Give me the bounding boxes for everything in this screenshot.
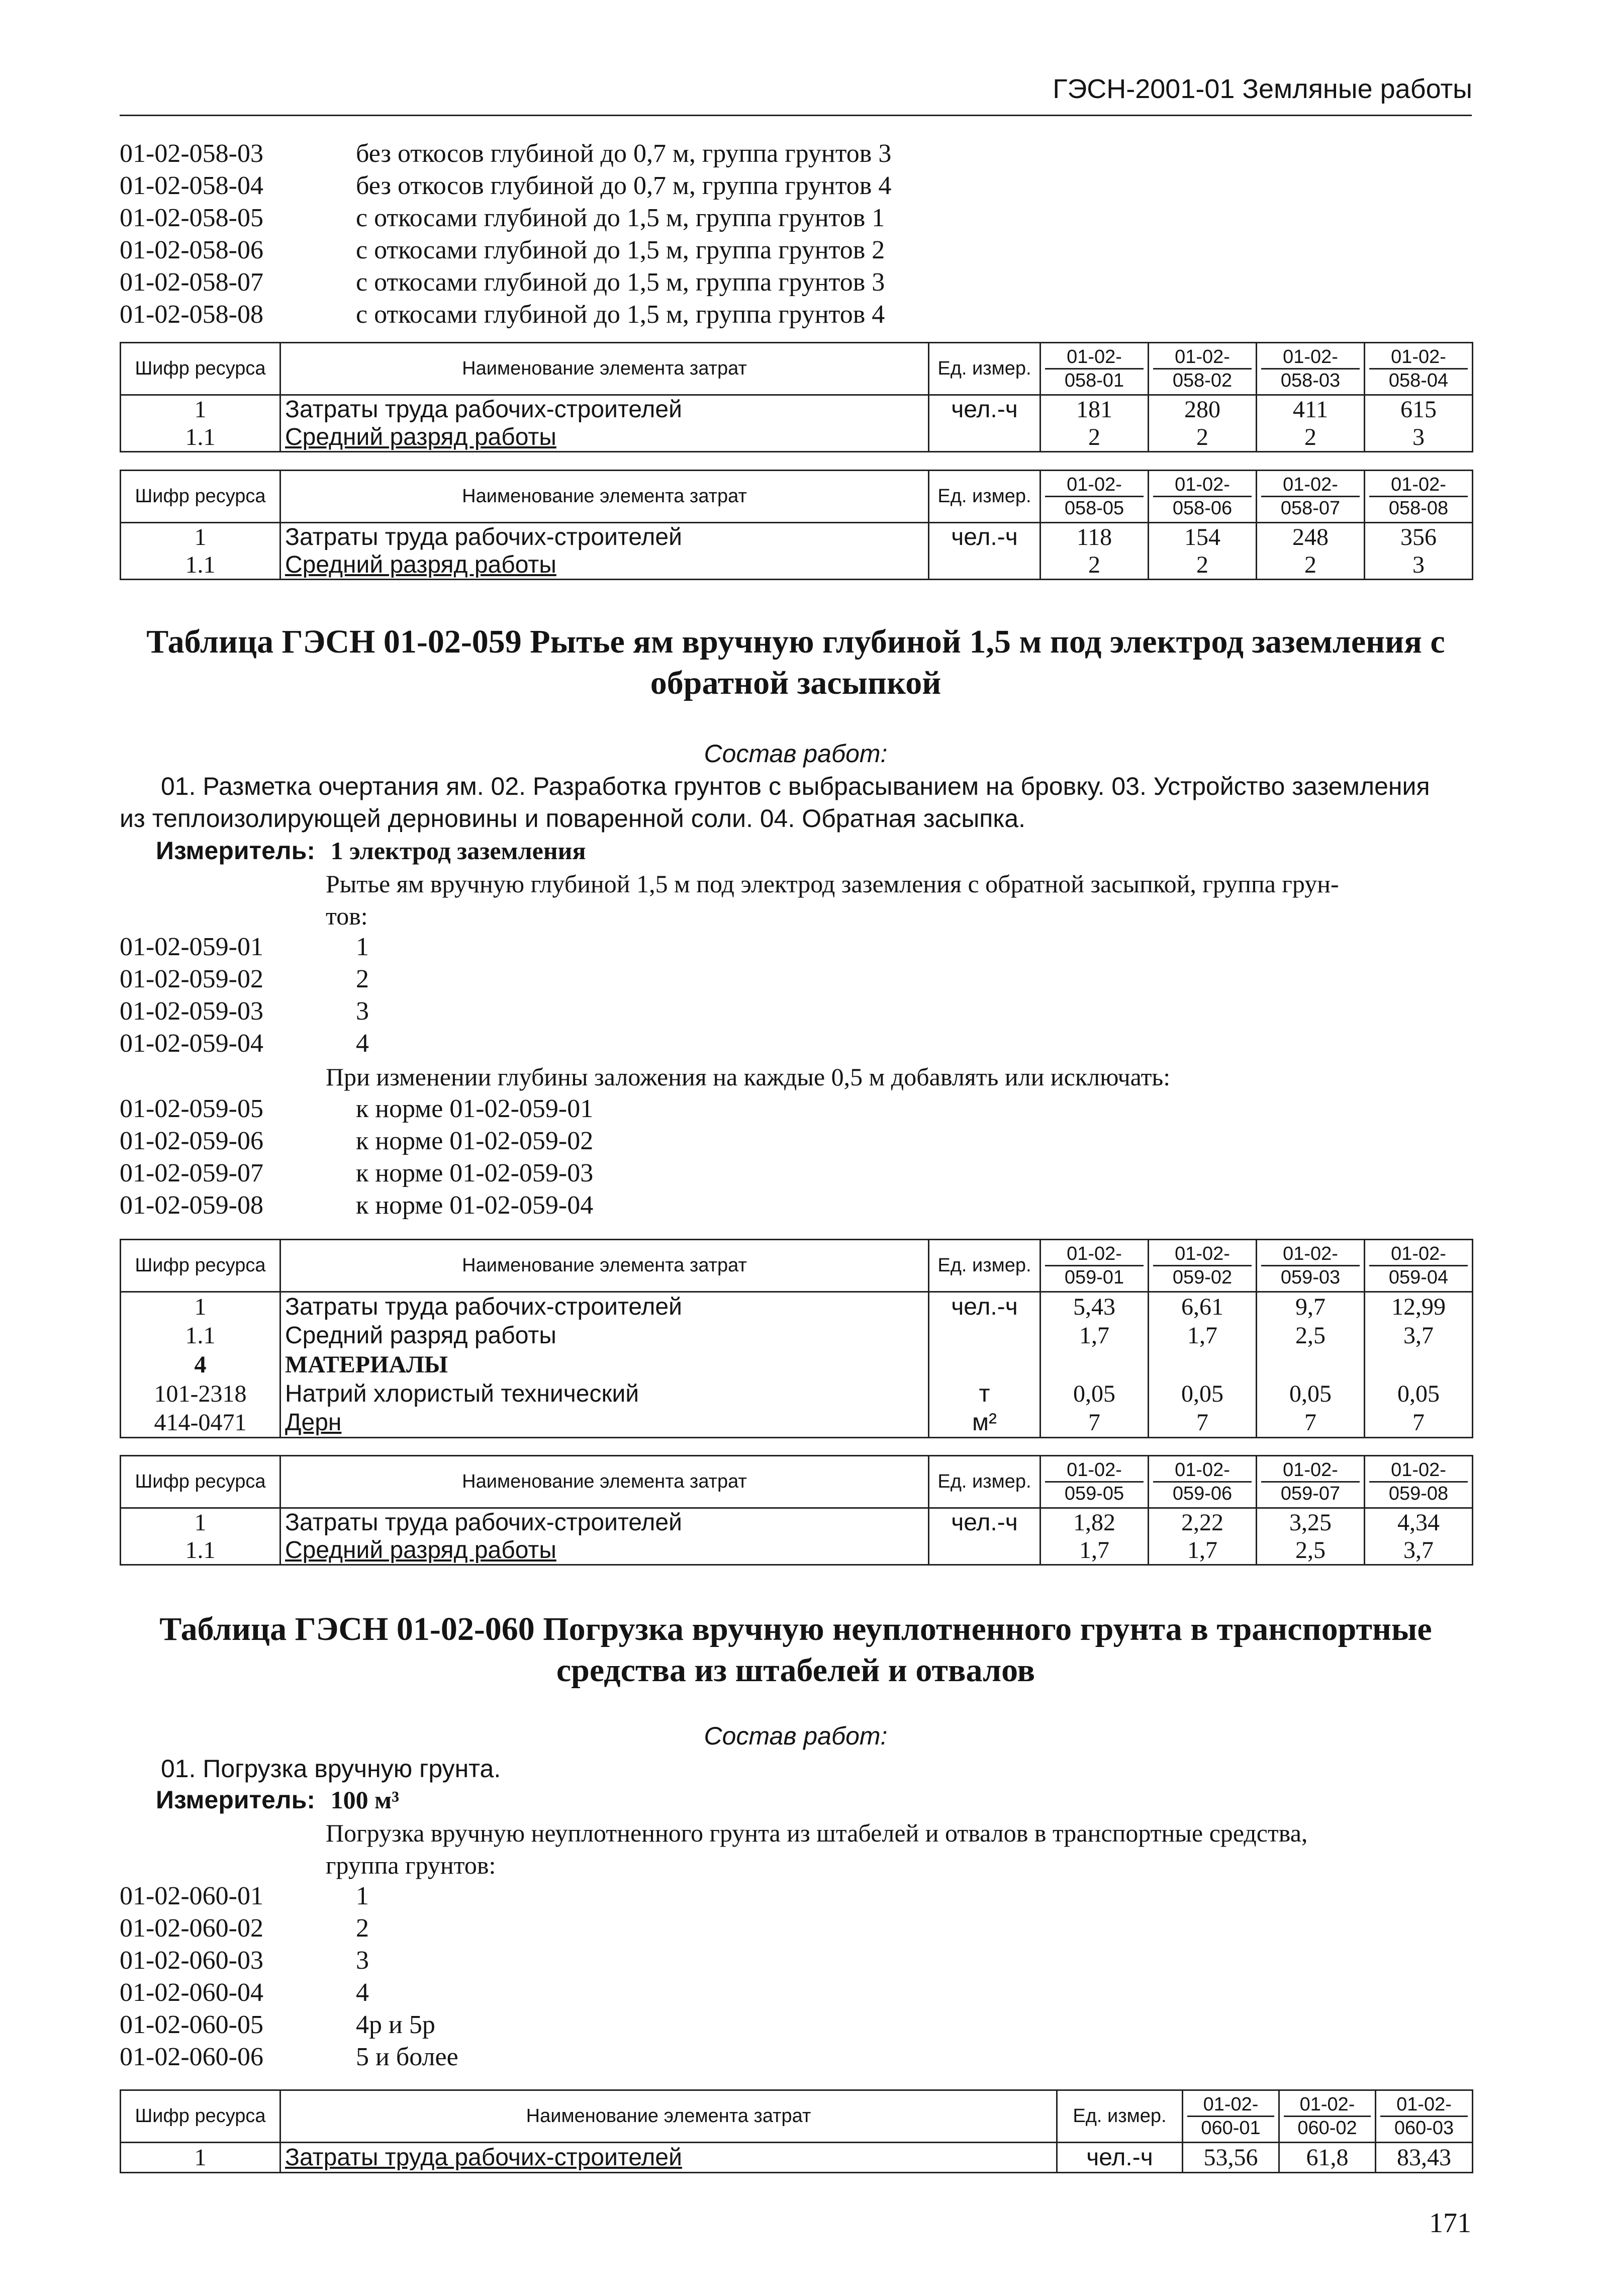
cell-code: 1.1 [121, 1321, 280, 1350]
header-name: Наименование элемента затрат [280, 343, 929, 395]
norm-code-line: 060-02 [1297, 2118, 1357, 2139]
table-row [121, 1380, 1473, 1409]
norm-code-line: 058-03 [1280, 370, 1341, 391]
table-row [121, 395, 1473, 424]
item-code: 01-02-060-02 [120, 1914, 263, 1943]
table-header-row [121, 1456, 1473, 1508]
cell-name: Средний разряд работы [280, 551, 929, 580]
list-item [120, 2009, 458, 2041]
cell-value: 3 [1365, 423, 1473, 452]
cell-value: 356 [1365, 523, 1473, 552]
meter-060 [156, 1784, 399, 1816]
header-norm-code [1279, 2090, 1376, 2143]
norm-code-line: 060-03 [1394, 2118, 1454, 2139]
section-title-059-line1: Таблица ГЭСН 01-02-059 Рытье ям вручную глубиной 1,5 м под электрод заземления с [146, 623, 1445, 660]
item-text: 1 [356, 933, 369, 961]
norm-code-line: 01-02- [1380, 2093, 1468, 2117]
table-row [121, 1536, 1473, 1565]
item-text: с откосами глубиной до 1,5 м, группа грунтов 3 [356, 268, 885, 297]
cell-value: 181 [1041, 395, 1149, 424]
list-item [120, 1189, 593, 1222]
norm-code-line: 058-05 [1064, 498, 1124, 519]
meter-label-060: Измеритель: [156, 1786, 316, 1814]
header-norm-code [1365, 471, 1473, 523]
item-code: 01-02-058-08 [120, 300, 263, 329]
cell-value: 2 [1257, 423, 1365, 452]
norm-code-line: 01-02- [1153, 474, 1252, 497]
table-header-row [121, 471, 1473, 523]
cell-value: 615 [1365, 395, 1473, 424]
item-text: 1 [356, 1882, 369, 1910]
list-item [120, 995, 369, 1028]
cell-value: 4,34 [1365, 1508, 1473, 1537]
item-code: 01-02-060-04 [120, 1978, 263, 2007]
norm-code-line: 01-02- [1369, 1243, 1468, 1266]
item-text: с откосами глубиной до 1,5 м, группа грунтов 2 [356, 236, 885, 264]
item-code: 01-02-059-08 [120, 1191, 263, 1220]
item-text: 2 [356, 1914, 369, 1943]
resource-table-059-b [120, 1455, 1473, 1566]
cell-value: 5,43 [1041, 1292, 1149, 1321]
item-code: 01-02-058-04 [120, 171, 263, 200]
resource-table-058-a [120, 342, 1473, 452]
table-header-row [121, 343, 1473, 395]
cell-value: 2,5 [1257, 1536, 1365, 1565]
norm-code-line: 01-02- [1153, 346, 1252, 370]
table-row [121, 2143, 1473, 2173]
item-code: 01-02-060-05 [120, 2010, 263, 2039]
norm-code-line: 059-04 [1388, 1267, 1449, 1288]
code-list-058 [120, 138, 891, 331]
cell-value: 2 [1149, 551, 1257, 580]
work-text-059-line2: из теплоизолирующей дерновины и поваренной соли. 04. Обратная засыпка. [120, 804, 1026, 833]
cell-value: 3,25 [1257, 1508, 1365, 1537]
cell-value: 280 [1149, 395, 1257, 424]
item-text: 5 и более [356, 2043, 458, 2071]
cell-code: 1 [121, 395, 280, 424]
cell-name: Средний разряд работы [280, 1321, 929, 1350]
item-code: 01-02-059-01 [120, 933, 263, 961]
cell-value: 0,05 [1257, 1380, 1365, 1409]
cell-value [1365, 1350, 1473, 1380]
cell-value: 1,7 [1041, 1321, 1149, 1350]
norm-code-line: 058-01 [1064, 370, 1124, 391]
header-norm-code [1365, 343, 1473, 395]
cell-name: Затраты труда рабочих-строителей [280, 1292, 929, 1321]
item-code: 01-02-059-04 [120, 1029, 263, 1058]
list-item [120, 266, 891, 299]
header-norm-code [1257, 471, 1365, 523]
cell-value: 1,7 [1149, 1321, 1257, 1350]
header-unit: Ед. измер. [1057, 2090, 1183, 2143]
cell-name: МАТЕРИАЛЫ [280, 1350, 929, 1380]
cell-unit: м² [929, 1409, 1041, 1438]
cell-value: 2 [1041, 423, 1149, 452]
list-item [120, 1125, 593, 1157]
page-number: 171 [1429, 2208, 1471, 2239]
cell-value: 2,5 [1257, 1321, 1365, 1350]
cell-code: 414-0471 [121, 1409, 280, 1438]
cell-value: 0,05 [1365, 1380, 1473, 1409]
norm-code-line: 01-02- [1045, 474, 1144, 497]
list-item [120, 202, 891, 234]
cell-value: 3 [1365, 551, 1473, 580]
work-text-060-line1: 01. Погрузка вручную грунта. [161, 1755, 501, 1783]
cell-value: 12,99 [1365, 1292, 1473, 1321]
header-name: Наименование элемента затрат [280, 471, 929, 523]
norm-code-line: 01-02- [1153, 1459, 1252, 1483]
section-title-060 [120, 1609, 1472, 1691]
list-item [120, 2041, 458, 2073]
norm-code-line: 059-07 [1280, 1483, 1341, 1504]
cell-value: 83,43 [1376, 2143, 1473, 2173]
list-item [120, 1977, 458, 2009]
item-code: 01-02-060-06 [120, 2043, 263, 2071]
table-header-row [121, 1240, 1473, 1292]
cell-name: Средний разряд работы [280, 1536, 929, 1565]
list-item [120, 1912, 458, 1945]
code-list-059-a [120, 931, 369, 1060]
header-rule [120, 115, 1472, 116]
list-item [120, 931, 369, 963]
norm-code-line: 01-02- [1045, 1459, 1144, 1483]
cell-code: 1.1 [121, 1536, 280, 1565]
norm-code-line: 059-01 [1064, 1267, 1124, 1288]
header-name: Наименование элемента затрат [280, 1240, 929, 1292]
running-header: ГЭСН-2001-01 Земляные работы [1053, 74, 1472, 104]
item-code: 01-02-060-03 [120, 1946, 263, 1975]
work-composition-label-060: Состав работ: [704, 1722, 888, 1750]
header-norm-code [1376, 2090, 1473, 2143]
header-name: Наименование элемента затрат [280, 2090, 1057, 2143]
header-unit: Ед. измер. [929, 1240, 1041, 1292]
cell-code: 1 [121, 2143, 280, 2173]
header-norm-code [1149, 471, 1257, 523]
norm-code-line: 058-04 [1388, 370, 1449, 391]
cell-name: Затраты труда рабочих-строителей [280, 395, 929, 424]
cell-value [1257, 1350, 1365, 1380]
item-code: 01-02-059-03 [120, 997, 263, 1026]
resource-table-060 [120, 2089, 1473, 2173]
header-norm-code [1041, 1240, 1149, 1292]
norm-code-line: 01-02- [1261, 346, 1360, 370]
cell-value: 7 [1365, 1409, 1473, 1438]
norm-code-line: 058-02 [1172, 370, 1233, 391]
header-norm-code [1183, 2090, 1279, 2143]
cell-value: 118 [1041, 523, 1149, 552]
work-text-059-line1: 01. Разметка очертания ям. 02. Разработка грунтов с выбрасыванием на бровку. 03. Устройство заземления [161, 772, 1430, 800]
cell-value: 154 [1149, 523, 1257, 552]
table-row [121, 1508, 1473, 1537]
cell-unit [929, 1321, 1041, 1350]
cell-unit: чел.-ч [929, 523, 1041, 552]
norm-code-line: 058-07 [1280, 498, 1341, 519]
cell-value: 9,7 [1257, 1292, 1365, 1321]
item-text: к норме 01-02-059-02 [356, 1127, 594, 1155]
cell-value: 6,61 [1149, 1292, 1257, 1321]
cell-value: 248 [1257, 523, 1365, 552]
item-code: 01-02-059-02 [120, 965, 263, 993]
intro-060-line1: Погрузка вручную неуплотненного грунта из штабелей и отвалов в транспортные средства, [326, 1819, 1308, 1847]
cell-code: 4 [121, 1350, 280, 1380]
cell-value [1149, 1350, 1257, 1380]
item-text: 4 [356, 1029, 369, 1058]
cell-value: 411 [1257, 395, 1365, 424]
cell-name: Дерн [280, 1409, 929, 1438]
table-row [121, 1292, 1473, 1321]
list-item [120, 138, 891, 170]
code-list-060 [120, 1880, 458, 2073]
item-code: 01-02-058-06 [120, 236, 263, 264]
header-norm-code [1041, 1456, 1149, 1508]
norm-code-line: 060-01 [1201, 2118, 1261, 2139]
list-item [120, 1880, 458, 1912]
norm-code-line: 01-02- [1369, 346, 1468, 370]
item-text: 4р и 5р [356, 2010, 435, 2039]
header-unit: Ед. измер. [929, 1456, 1041, 1508]
norm-code-line: 01-02- [1045, 346, 1144, 370]
intro-059-line2: тов: [326, 902, 368, 930]
norm-code-line: 059-02 [1172, 1267, 1233, 1288]
cell-unit: чел.-ч [929, 395, 1041, 424]
item-text: без откосов глубиной до 0,7 м, группа грунтов 3 [356, 139, 892, 168]
item-code: 01-02-059-06 [120, 1127, 263, 1155]
item-text: с откосами глубиной до 1,5 м, группа грунтов 4 [356, 300, 885, 329]
intro-059-line1: Рытье ям вручную глубиной 1,5 м под электрод заземления с обратной засыпкой, группа грун- [326, 870, 1339, 898]
section-title-059 [120, 621, 1472, 704]
norm-code-line: 058-08 [1388, 498, 1449, 519]
list-item [120, 1093, 593, 1125]
table-row [121, 1409, 1473, 1438]
header-norm-code [1149, 1240, 1257, 1292]
norm-code-line: 058-06 [1172, 498, 1233, 519]
table-header-row [121, 2090, 1473, 2143]
cell-value: 2,22 [1149, 1508, 1257, 1537]
item-text: к норме 01-02-059-04 [356, 1191, 594, 1220]
section-title-059-line2: обратной засыпкой [650, 665, 941, 701]
header-norm-code [1257, 343, 1365, 395]
header-norm-code [1149, 1456, 1257, 1508]
header-norm-code [1257, 1456, 1365, 1508]
item-code: 01-02-059-05 [120, 1094, 263, 1123]
header-code: Шифр ресурса [121, 471, 280, 523]
norm-code-line: 059-08 [1388, 1483, 1449, 1504]
cell-value: 7 [1149, 1409, 1257, 1438]
cell-unit: чел.-ч [929, 1292, 1041, 1321]
list-item [120, 170, 891, 202]
cell-value: 53,56 [1183, 2143, 1279, 2173]
cell-code: 1.1 [121, 551, 280, 580]
header-code: Шифр ресурса [121, 1456, 280, 1508]
list-item [120, 1157, 593, 1189]
item-code: 01-02-059-07 [120, 1159, 263, 1187]
cell-name: Затраты труда рабочих-строителей [280, 523, 929, 552]
cell-code: 1 [121, 1292, 280, 1321]
cell-name: Средний разряд работы [280, 423, 929, 452]
table-row [121, 1321, 1473, 1350]
cell-value: 1,7 [1149, 1536, 1257, 1565]
list-item [120, 1028, 369, 1060]
meter-value-060: 100 м³ [330, 1786, 400, 1814]
resource-table-059-a [120, 1239, 1473, 1438]
cell-unit [929, 423, 1041, 452]
header-norm-code [1365, 1456, 1473, 1508]
cell-code: 1 [121, 1508, 280, 1537]
cell-value: 7 [1257, 1409, 1365, 1438]
section-title-060-line2: средства из штабелей и отвалов [556, 1652, 1035, 1689]
cell-value: 3,7 [1365, 1321, 1473, 1350]
norm-code-line: 01-02- [1284, 2093, 1371, 2117]
cell-value: 61,8 [1279, 2143, 1376, 2173]
cell-name: Затраты труда рабочих-строителей [280, 2143, 1057, 2173]
header-code: Шифр ресурса [121, 343, 280, 395]
header-name: Наименование элемента затрат [280, 1456, 929, 1508]
item-code: 01-02-058-03 [120, 139, 263, 168]
cell-value: 3,7 [1365, 1536, 1473, 1565]
meter-value-059: 1 электрод заземления [330, 837, 586, 865]
item-code: 01-02-058-07 [120, 268, 263, 297]
item-code: 01-02-060-01 [120, 1882, 263, 1910]
cell-unit [929, 1350, 1041, 1380]
work-composition-label-059: Состав работ: [704, 740, 888, 768]
resource-table-058-b [120, 470, 1473, 580]
norm-code-line: 01-02- [1369, 474, 1468, 497]
norm-code-line: 01-02- [1153, 1243, 1252, 1266]
section-title-060-line1: Таблица ГЭСН 01-02-060 Погрузка вручную неуплотненного грунта в транспортные [159, 1611, 1432, 1647]
norm-code-line: 01-02- [1045, 1243, 1144, 1266]
header-norm-code [1041, 343, 1149, 395]
cell-value: 0,05 [1041, 1380, 1149, 1409]
item-text: 2 [356, 965, 369, 993]
item-code: 01-02-058-05 [120, 204, 263, 232]
header-code: Шифр ресурса [121, 1240, 280, 1292]
list-item [120, 234, 891, 266]
header-norm-code [1041, 471, 1149, 523]
cell-value: 1,82 [1041, 1508, 1149, 1537]
table-row [121, 423, 1473, 452]
meter-label-059: Измеритель: [156, 837, 316, 865]
cell-code: 1.1 [121, 423, 280, 452]
cell-value: 2 [1041, 551, 1149, 580]
cell-code: 1 [121, 523, 280, 552]
table-row [121, 523, 1473, 552]
header-norm-code [1257, 1240, 1365, 1292]
item-text: к норме 01-02-059-03 [356, 1159, 594, 1187]
cell-value: 0,05 [1149, 1380, 1257, 1409]
cell-unit: чел.-ч [929, 1508, 1041, 1537]
norm-code-line: 059-06 [1172, 1483, 1233, 1504]
cell-value: 7 [1041, 1409, 1149, 1438]
cell-name: Затраты труда рабочих-строителей [280, 1508, 929, 1537]
cell-unit [929, 1536, 1041, 1565]
header-norm-code [1365, 1240, 1473, 1292]
cell-value [1041, 1350, 1149, 1380]
item-text: 4 [356, 1978, 369, 2007]
norm-code-line: 01-02- [1187, 2093, 1274, 2117]
cell-unit [929, 551, 1041, 580]
list-item [120, 299, 891, 331]
cell-unit: т [929, 1380, 1041, 1409]
norm-code-line: 01-02- [1261, 1459, 1360, 1483]
table-row [121, 1350, 1473, 1380]
item-text: с откосами глубиной до 1,5 м, группа грунтов 1 [356, 204, 885, 232]
cell-value: 2 [1149, 423, 1257, 452]
norm-code-line: 059-03 [1280, 1267, 1341, 1288]
cell-code: 101-2318 [121, 1380, 280, 1409]
norm-code-line: 01-02- [1261, 1243, 1360, 1266]
item-text: 3 [356, 997, 369, 1026]
list-item [120, 1945, 458, 1977]
change-note-059: При изменении глубины заложения на каждые 0,5 м добавлять или исключать: [326, 1063, 1171, 1091]
meter-059 [156, 835, 586, 867]
cell-value: 2 [1257, 551, 1365, 580]
code-list-059-b [120, 1093, 593, 1222]
list-item [120, 963, 369, 995]
intro-060-line2: группа грунтов: [326, 1851, 496, 1879]
cell-name: Натрий хлористый технический [280, 1380, 929, 1409]
norm-code-line: 01-02- [1369, 1459, 1468, 1483]
norm-code-line: 059-05 [1064, 1483, 1124, 1504]
norm-code-line: 01-02- [1261, 474, 1360, 497]
item-text: без откосов глубиной до 0,7 м, группа грунтов 4 [356, 171, 892, 200]
cell-unit: чел.-ч [1057, 2143, 1183, 2173]
header-norm-code [1149, 343, 1257, 395]
cell-value: 1,7 [1041, 1536, 1149, 1565]
header-code: Шифр ресурса [121, 2090, 280, 2143]
header-unit: Ед. измер. [929, 343, 1041, 395]
item-text: 3 [356, 1946, 369, 1975]
item-text: к норме 01-02-059-01 [356, 1094, 594, 1123]
header-unit: Ед. измер. [929, 471, 1041, 523]
table-row [121, 551, 1473, 580]
